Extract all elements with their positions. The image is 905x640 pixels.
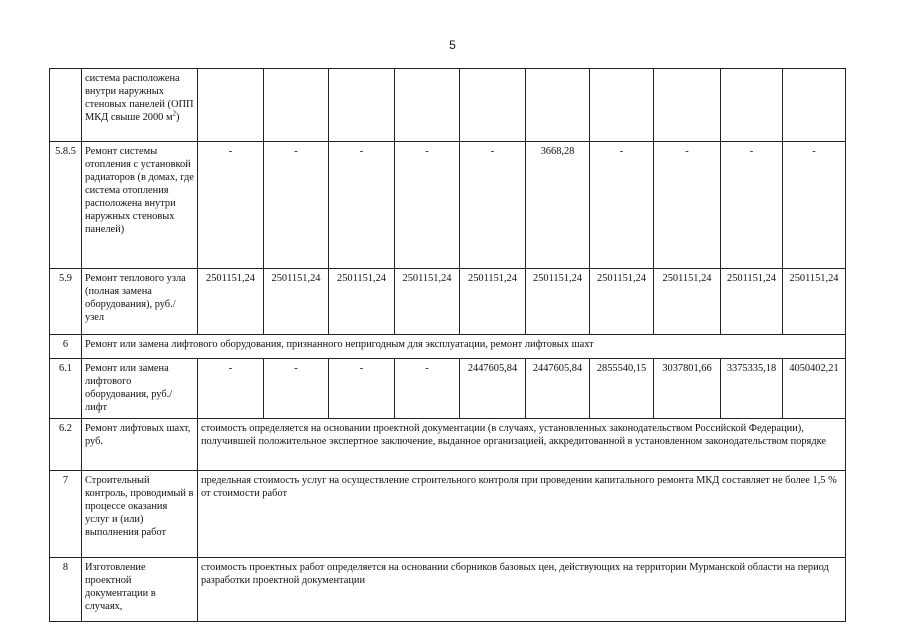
value-cell: 3037801,66	[654, 359, 721, 419]
value-cell: 2501151,24	[526, 269, 590, 335]
row-name: Строительный контроль, проводимый в процессе оказания услуг и (или) выполнения работ	[82, 471, 198, 558]
row-number: 7	[50, 471, 82, 558]
row-name	[82, 69, 198, 142]
row-number: 6	[50, 335, 82, 359]
description-cell: стоимость проектных работ определяется на основании сборников базовых цен, действующих на территории Мурманской области на период разработки проектной документации	[198, 558, 846, 622]
value-cell: 2501151,24	[264, 269, 329, 335]
row-number	[50, 69, 82, 142]
table-row	[50, 558, 846, 622]
value-cell: -	[721, 142, 783, 269]
value-cell: -	[395, 359, 460, 419]
row-number: 6.2	[50, 419, 82, 471]
row-name: Ремонт теплового узла (полная замена оборудования), руб./узел	[82, 269, 198, 335]
value-cell	[460, 69, 526, 142]
value-cell: -	[395, 142, 460, 269]
value-cell	[721, 69, 783, 142]
row-number: 5.8.5	[50, 142, 82, 269]
section-row	[50, 335, 846, 359]
row-name-text: система расположена внутри наружных стеновых панелей (ОПП МКД свыше 2000 м	[85, 73, 194, 123]
value-cell: 2501151,24	[590, 269, 654, 335]
description-cell: стоимость определяется на основании проектной документации (в случаях, установленных законодательством Российской Федерации), получившей положительное экспертное заключение, выданное организацией, аккредитованной в установленном законодательством порядке	[198, 419, 846, 471]
value-cell: 2501151,24	[721, 269, 783, 335]
row-number: 5.9	[50, 269, 82, 335]
value-cell: 2501151,24	[198, 269, 264, 335]
value-cell: 2501151,24	[783, 269, 846, 335]
value-cell: 2447605,84	[526, 359, 590, 419]
value-cell	[329, 69, 395, 142]
value-cell: 3375335,18	[721, 359, 783, 419]
value-cell: -	[329, 142, 395, 269]
table-row	[50, 269, 846, 335]
value-cell	[264, 69, 329, 142]
value-cell: 2855540,15	[590, 359, 654, 419]
superscript: 2	[172, 109, 177, 118]
value-cell: -	[654, 142, 721, 269]
value-cell	[526, 69, 590, 142]
value-cell	[654, 69, 721, 142]
row-name: Изготовление проектной документации в случаях,	[82, 558, 198, 622]
row-name: Ремонт системы отопления с установкой радиаторов (в домах, где система отопления расположена внутри наружных стеновых панелей)	[82, 142, 198, 269]
value-cell	[783, 69, 846, 142]
value-cell: -	[264, 359, 329, 419]
value-cell: -	[783, 142, 846, 269]
value-cell: -	[198, 142, 264, 269]
table-row	[50, 359, 846, 419]
description-cell: предельная стоимость услуг на осуществление строительного контроля при проведении капитального ремонта МКД составляет не более 1,5 % от стоимости работ	[198, 471, 846, 558]
value-cell	[395, 69, 460, 142]
value-cell: -	[460, 142, 526, 269]
value-cell	[590, 69, 654, 142]
value-cell: -	[198, 359, 264, 419]
table-row	[50, 69, 846, 142]
page-number: 5	[449, 38, 456, 52]
row-number: 6.1	[50, 359, 82, 419]
section-title: Ремонт или замена лифтового оборудования, признанного непригодным для эксплуатации, ремонт лифтовых шахт	[82, 335, 846, 359]
value-cell: 2501151,24	[329, 269, 395, 335]
row-name: Ремонт лифтовых шахт, руб.	[82, 419, 198, 471]
table-row	[50, 419, 846, 471]
value-cell: 4050402,21	[783, 359, 846, 419]
table-row	[50, 471, 846, 558]
value-cell: 2501151,24	[460, 269, 526, 335]
row-name: Ремонт или замена лифтового оборудования, руб./лифт	[82, 359, 198, 419]
row-number: 8	[50, 558, 82, 622]
row-name-end: )	[176, 112, 180, 123]
value-cell	[198, 69, 264, 142]
value-cell: 3668,28	[526, 142, 590, 269]
value-cell: 2501151,24	[395, 269, 460, 335]
value-cell: -	[264, 142, 329, 269]
value-cell: -	[590, 142, 654, 269]
cost-table	[49, 68, 846, 622]
table-row	[50, 142, 846, 269]
value-cell: 2447605,84	[460, 359, 526, 419]
value-cell: -	[329, 359, 395, 419]
value-cell: 2501151,24	[654, 269, 721, 335]
